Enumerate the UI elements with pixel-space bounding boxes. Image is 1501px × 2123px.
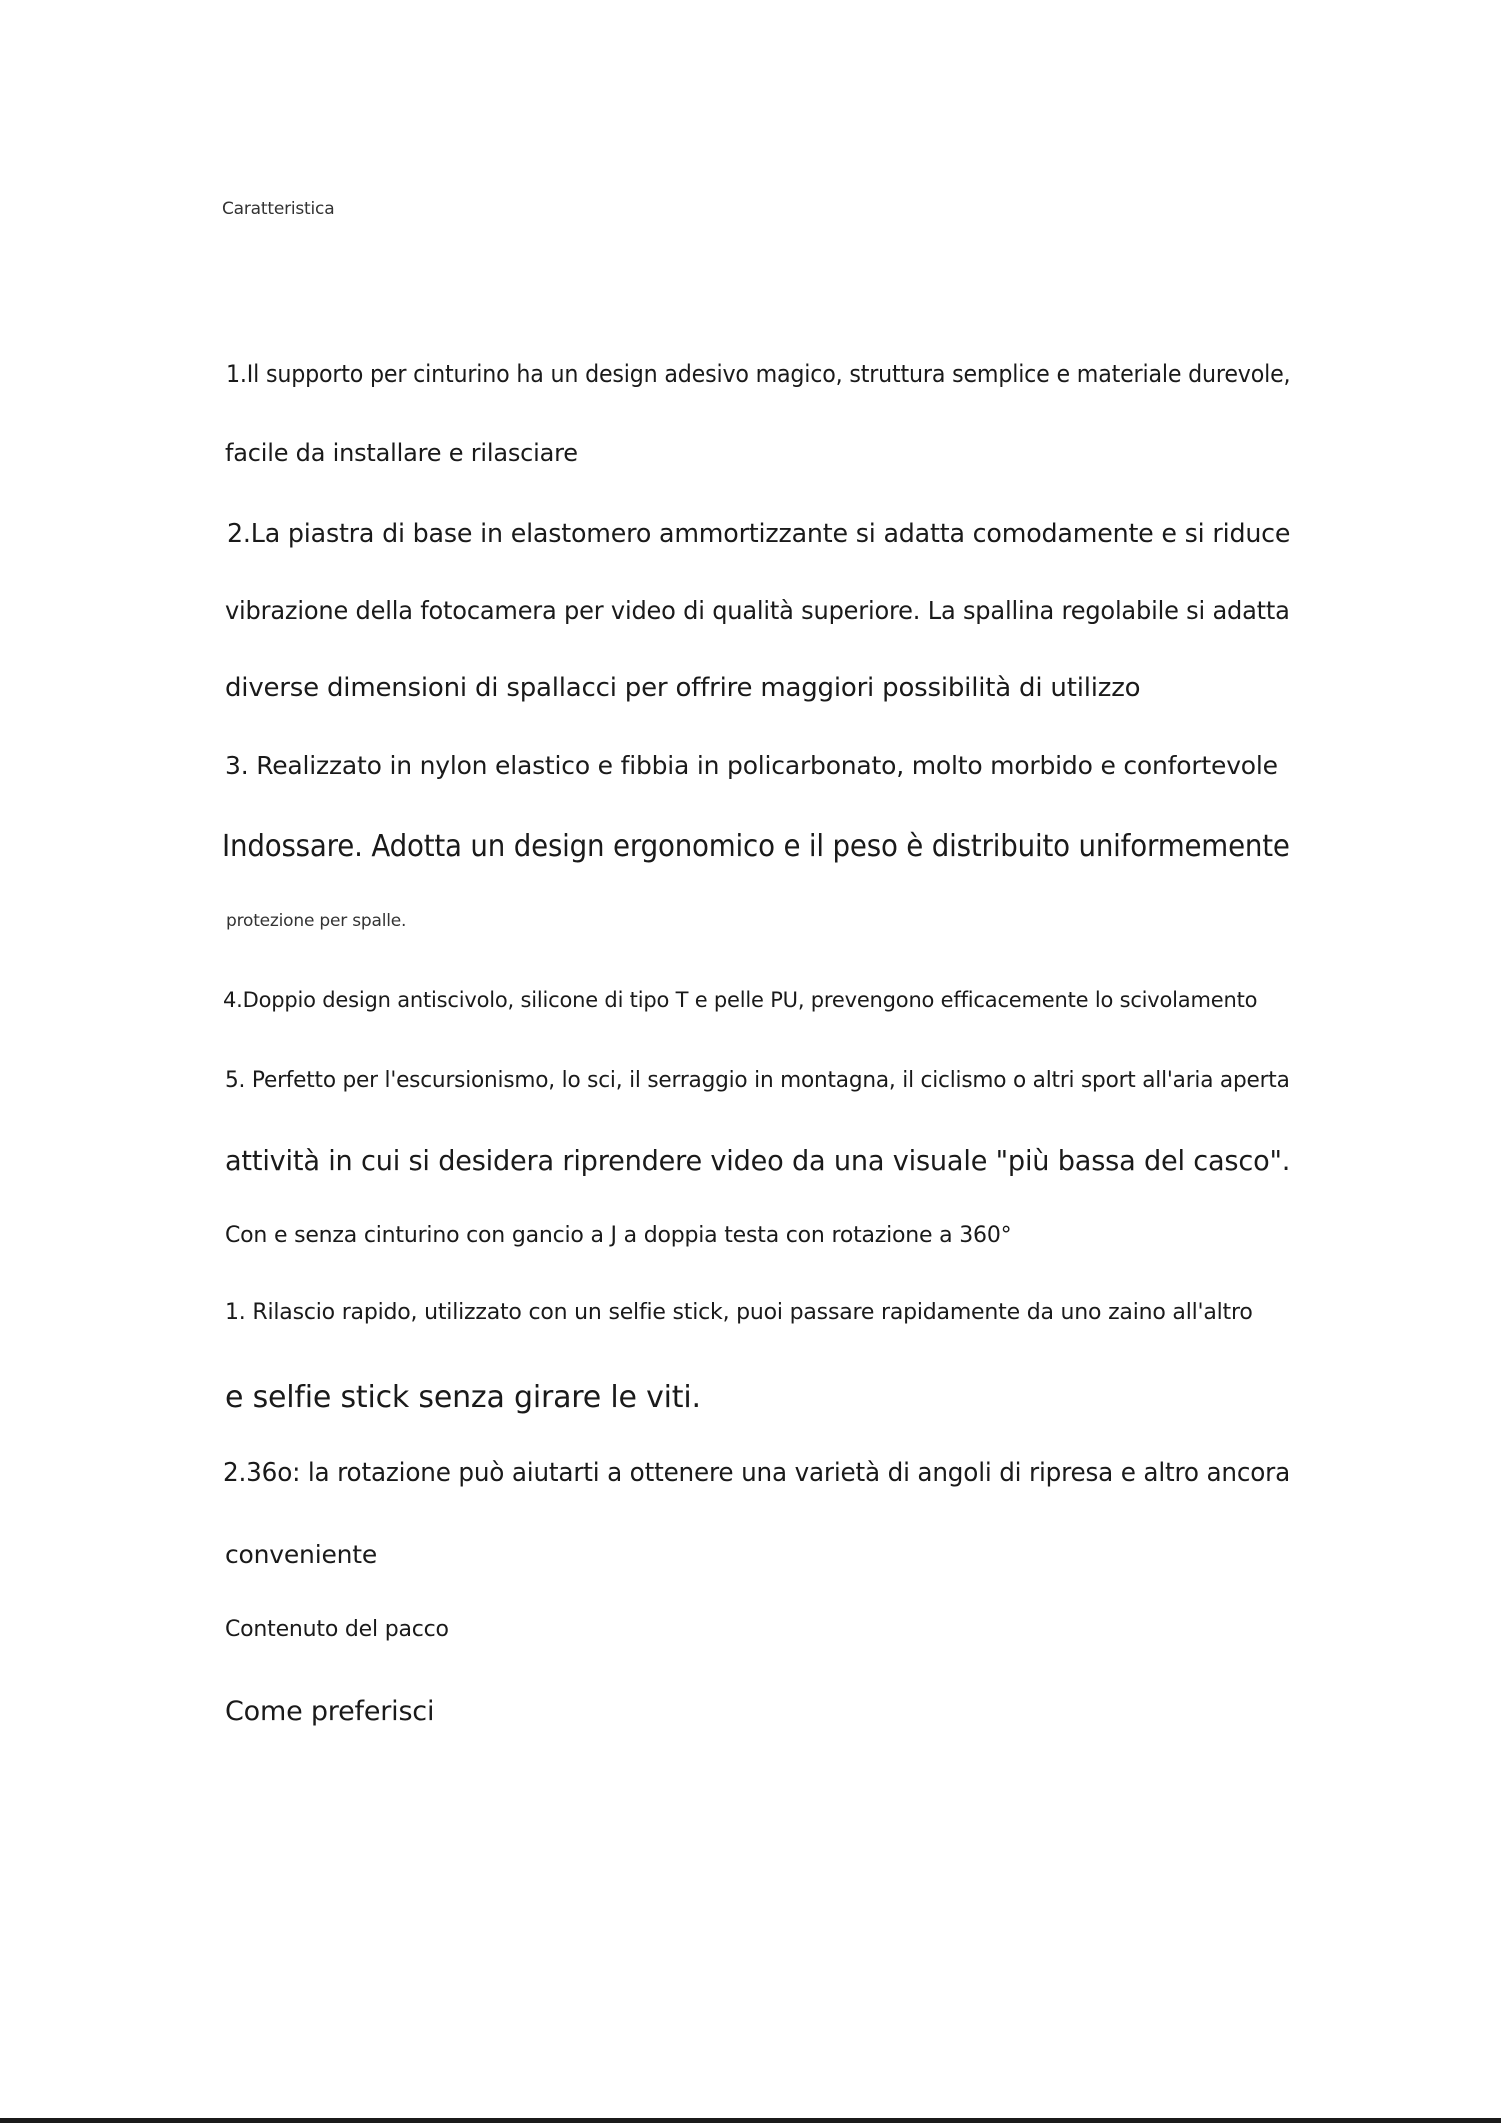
- text-line: diverse dimensioni di spallacci per offrire maggiori possibilità di utilizzo: [225, 673, 1141, 703]
- text-line: 1. Rilascio rapido, utilizzato con un selfie stick, puoi passare rapidamente da uno zaino all'altro: [225, 1300, 1253, 1325]
- bottom-border: [0, 2118, 1501, 2123]
- text-line: protezione per spalle.: [226, 911, 407, 931]
- text-line: 2.36o: la rotazione può aiutarti a ottenere una varietà di angoli di ripresa e altro ancora: [223, 1458, 1291, 1488]
- text-line: 3. Realizzato in nylon elastico e fibbia in policarbonato, molto morbido e confortevole: [225, 751, 1278, 780]
- text-line: Contenuto del pacco: [225, 1617, 449, 1642]
- text-line: 5. Perfetto per l'escursionismo, lo sci, il serraggio in montagna, il ciclismo o altri sport all'aria aperta: [225, 1068, 1290, 1093]
- text-line: attività in cui si desidera riprendere video da una visuale "più bassa del casco".: [225, 1144, 1291, 1177]
- text-line: 1.Il supporto per cinturino ha un design adesivo magico, struttura semplice e materiale durevole,: [226, 360, 1291, 388]
- text-line: Come preferisci: [225, 1696, 435, 1727]
- text-line: facile da installare e rilasciare: [225, 439, 578, 467]
- text-line: 4.Doppio design antiscivolo, silicone di tipo T e pelle PU, prevengono efficacemente lo scivolamento: [223, 988, 1258, 1012]
- text-line: conveniente: [225, 1540, 378, 1569]
- text-line: Indossare. Adotta un design ergonomico e il peso è distribuito uniformemente: [222, 829, 1290, 864]
- text-line: Con e senza cinturino con gancio a J a doppia testa con rotazione a 360°: [225, 1223, 1012, 1248]
- text-line: vibrazione della fotocamera per video di qualità superiore. La spallina regolabile si adatta: [225, 596, 1290, 625]
- text-line: 2.La piastra di base in elastomero ammortizzante si adatta comodamente e si riduce: [227, 519, 1291, 549]
- section-heading: Caratteristica: [222, 199, 335, 219]
- text-line: e selfie stick senza girare le viti.: [225, 1380, 701, 1415]
